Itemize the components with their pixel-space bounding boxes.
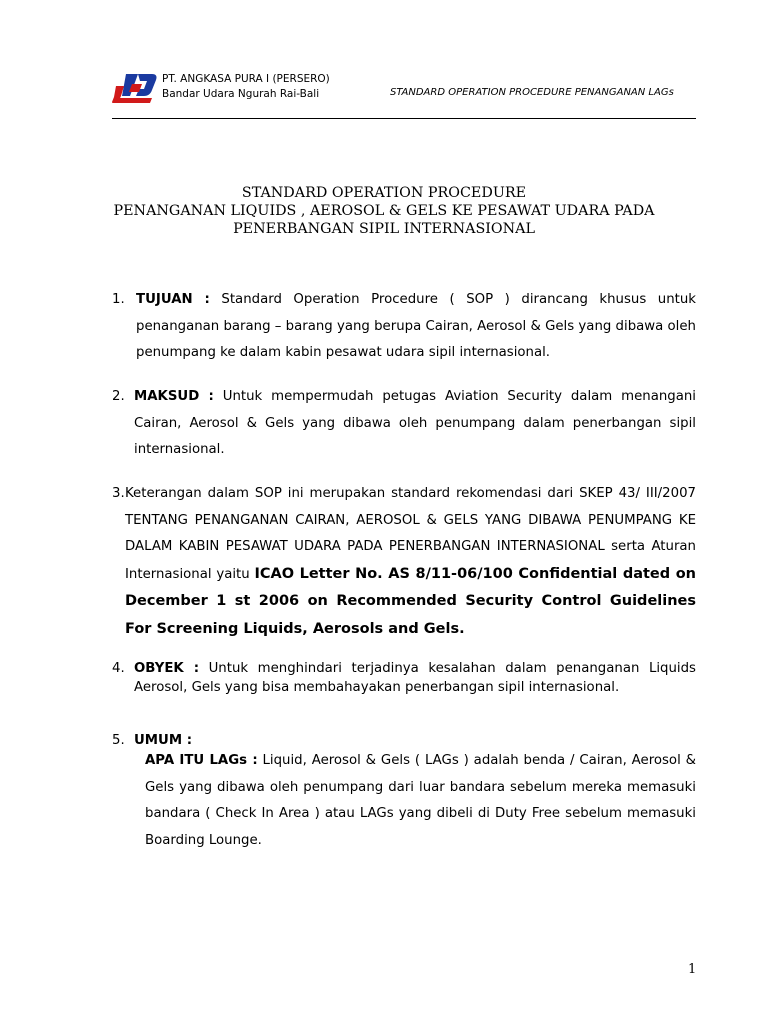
section-body [125,481,696,643]
page-number: 1 [688,962,697,977]
document-label: STANDARD OPERATION PROCEDURE PENANGANAN LAGs [390,87,674,98]
section-number: 4. [112,661,125,676]
section-text: Keterangan dalam SOP ini merupakan standard rekomendasi dari SKEP 43/ III/2007 TENTANG PENANGANAN CAIRAN, AEROSOL & GELS YANG DIBAWA PENUMPANG KE DALAM KABIN PESAWAT UDARA PADA PENERBANGAN INTERNASIONAL serta Aturan Internasional yaitu [125,486,696,582]
section-label: OBYEK : [134,661,200,676]
section-text: Liquid, Aerosol & Gels ( LAGs ) adalah benda / Cairan, Aerosol & Gels yang dibawa oleh penumpang dari luar bandara sebelum mereka memasuki bandara ( Check In Area ) atau LAGs yang dibeli di Duty Free sebelum memasuki Boarding Lounge. [145,753,697,848]
icao-reference: ICAO Letter No. AS 8/11-06/100 Confidential dated on December 1 st 2006 on Recommended Security Control Guidelines For Screening Liquids, Aerosols and Gels. [125,565,696,637]
title-line-1: STANDARD OPERATION PROCEDURE [241,185,527,201]
section-label: TUJUAN : [136,292,210,307]
section-label: MAKSUD : [134,389,214,404]
section-label: UMUM : [134,733,193,748]
section-number: 2. [112,389,125,404]
section-body [134,384,696,464]
section-number: 1. [112,292,125,307]
company-name: PT. ANGKASA PURA I (PERSERO) [162,73,330,85]
document-title [0,184,768,238]
angkasa-pura-logo-icon [112,72,158,106]
section-number: 3. [112,486,125,501]
company-location: Bandar Udara Ngurah Rai-Bali [162,88,320,100]
title-line-3: PENERBANGAN SIPIL INTERNASIONAL [233,221,535,237]
section-text: Untuk mempermudah petugas Aviation Security dalam menangani Cairan, Aerosol & Gels yang dibawa oleh penumpang dalam penerbangan sipil internasional. [134,389,696,457]
section-body [136,287,696,367]
section-subbody [145,748,696,854]
title-line-2: PENANGANAN LIQUIDS , AEROSOL & GELS KE PESAWAT UDARA PADA [113,203,655,219]
company-info [162,72,330,102]
section-sublabel: APA ITU LAGs : [145,753,258,768]
section-body [134,659,696,697]
section-number: 5. [112,733,125,748]
section-text: Untuk menghindari terjadinya kesalahan dalam penanganan Liquids Aerosol, Gels yang bisa membahayakan penerbangan sipil internasional. [134,661,696,695]
header-divider [112,118,696,119]
section-text: Standard Operation Procedure ( SOP ) dirancang khusus untuk penanganan barang – barang yang berupa Cairan, Aerosol & Gels yang dibawa oleh penumpang ke dalam kabin pesawat udara sipil internasional. [136,292,696,360]
page-header [0,0,768,120]
